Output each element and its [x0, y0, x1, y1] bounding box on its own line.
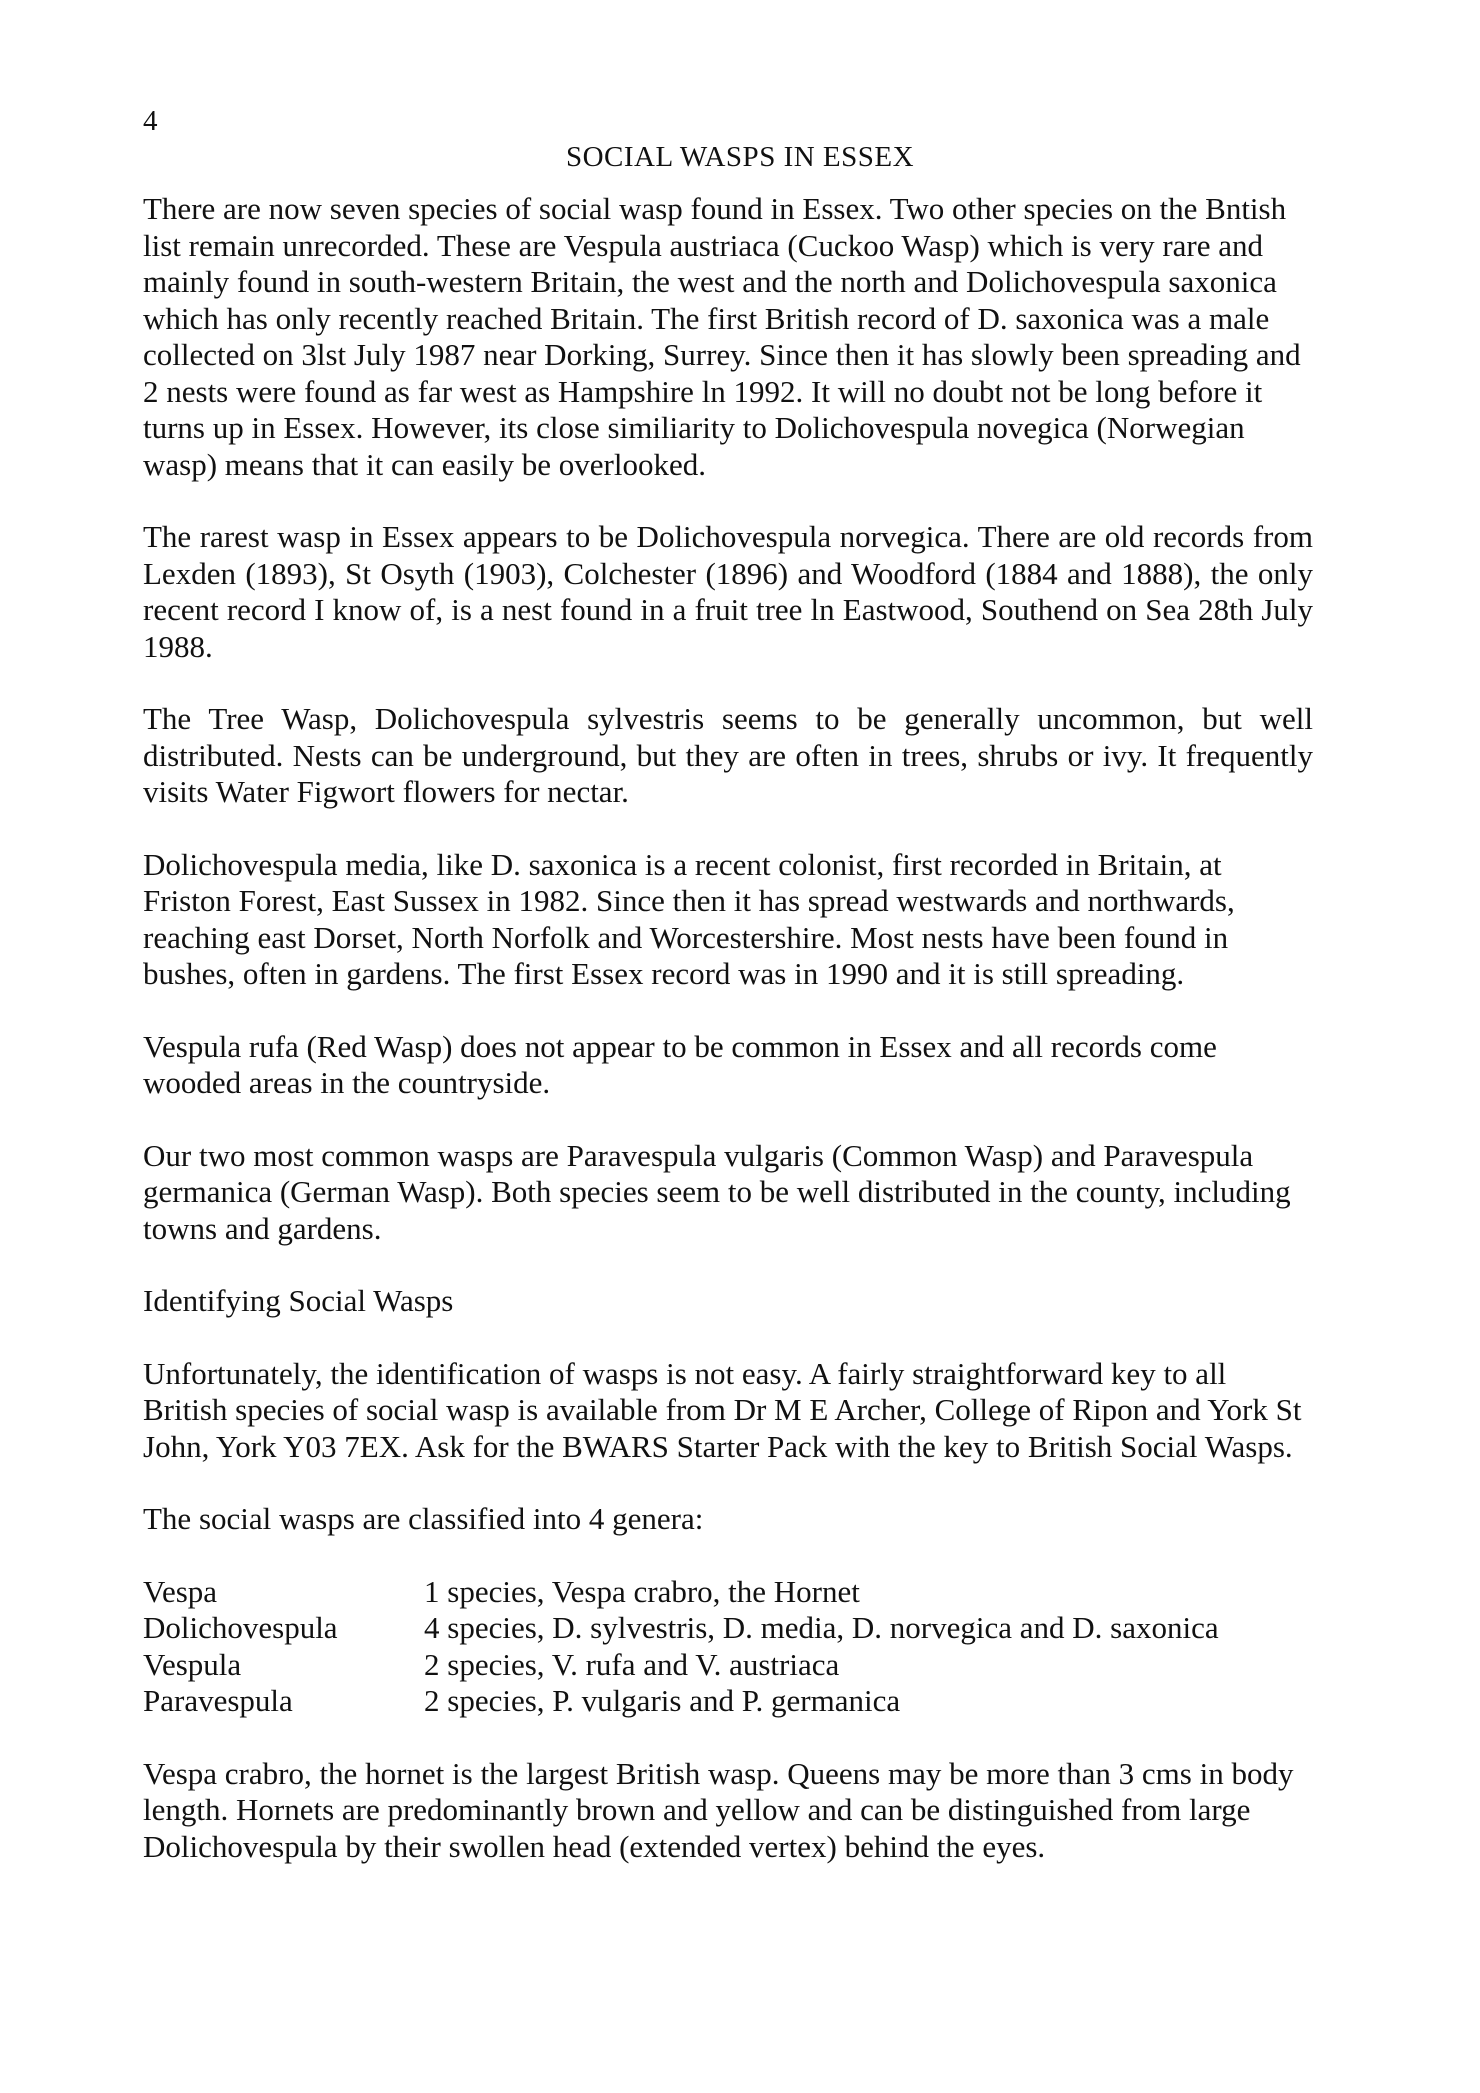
genera-row [143, 1647, 1219, 1684]
genera-row [143, 1683, 1219, 1720]
genus-species: 4 species, D. sylvestris, D. media, D. norvegica and D. saxonica [424, 1610, 1219, 1645]
document-body [143, 191, 1313, 1901]
paragraph-genera-intro: The social wasps are classified into 4 genera: [143, 1501, 704, 1536]
paragraph-hornet: Vespa crabro, the hornet is the largest British wasp. Queens may be more than 3 cms in body length. Hornets are predominantly brown and yellow and can be distinguished from large Dolichovespula by their swollen head (extended vertex) behind the eyes. [143, 1755, 1294, 1864]
genus-name: Paravespula [143, 1683, 293, 1718]
genus-species: 1 species, Vespa crabro, the Hornet [424, 1573, 860, 1609]
paragraph-tree-wasp: The Tree Wasp, Dolichovespula sylvestris seems to be generally uncommon, but well distributed. Nests can be underground, but they are often in trees, shrubs or ivy. It frequently visits Water Figwort flowers for nectar. [143, 701, 1313, 809]
section-heading: Identifying Social Wasps [143, 1283, 454, 1318]
paragraph-intro: There are now seven species of social wasp found in Essex. Two other species on the Bntish list remain unrecorded. These are Vespula austriaca (Cuckoo Wasp) which is very rare and mainly found in south-western Britain, the west and the north and Dolichovespula saxonica which has only recently reached Britain. The first British record of D. saxonica was a male collected on 3lst July 1987 near Dorking, Surrey. Since then it has slowly been spreading and 2 nests were found as far west as Hampshire ln 1992. It will no doubt not be long before it turns up in Essex. However, its close similiarity to Dolichovespula novegica (Norwegian wasp) means that it can easily be overlooked. [143, 191, 1301, 482]
genus-species: 2 species, P. vulgaris and P. germanica [424, 1683, 901, 1718]
page-number: 4 [143, 105, 158, 137]
paragraph-red-wasp: Vespula rufa (Red Wasp) does not appear to be common in Essex and all records come wooded areas in the countryside. [143, 1028, 1217, 1100]
genus-species: 2 species, V. rufa and V. austriaca [424, 1646, 840, 1682]
genera-row [143, 1574, 1219, 1611]
paragraph-identification: Unfortunately, the identification of wasps is not easy. A fairly straightforward key to all British species of social wasp is available from Dr M E Archer, College of Ripon and York St John, York Y03 7EX. Ask for the BWARS Starter Pack with the key to British Social Wasps. [143, 1355, 1302, 1464]
paragraph-media: Dolichovespula media, like D. saxonica is a recent colonist, first recorded in Britain, at Friston Forest, East Sussex in 1982. Since then it has spread westwards and northwards, reaching east Dorset, North Norfolk and Worcestershire. Most nests have been found in bushes, often in gardens. The first Essex record was in 1990 and it is still spreading. [143, 846, 1235, 991]
genus-name: Dolichovespula [143, 1610, 338, 1645]
page-title: SOCIAL WASPS IN ESSEX [565, 141, 915, 173]
genus-name: Vespula [143, 1646, 242, 1682]
genera-table [143, 1574, 1219, 1720]
paragraph-norvegica: The rarest wasp in Essex appears to be Dolichovespula norvegica. There are old records from Lexden (1893), St Osyth (1903), Colchester (1896) and Woodford (1884 and 1888), the only recent record I know of, is a nest found in a fruit tree ln Eastwood, Southend on Sea 28th July 1988. [143, 519, 1313, 664]
genera-row [143, 1610, 1219, 1647]
genus-name: Vespa [143, 1573, 218, 1609]
paragraph-common-wasps: Our two most common wasps are Paravespula vulgaris (Common Wasp) and Paravespula germanica (German Wasp). Both species seem to be well distributed in the county, including towns and gardens. [143, 1137, 1291, 1246]
